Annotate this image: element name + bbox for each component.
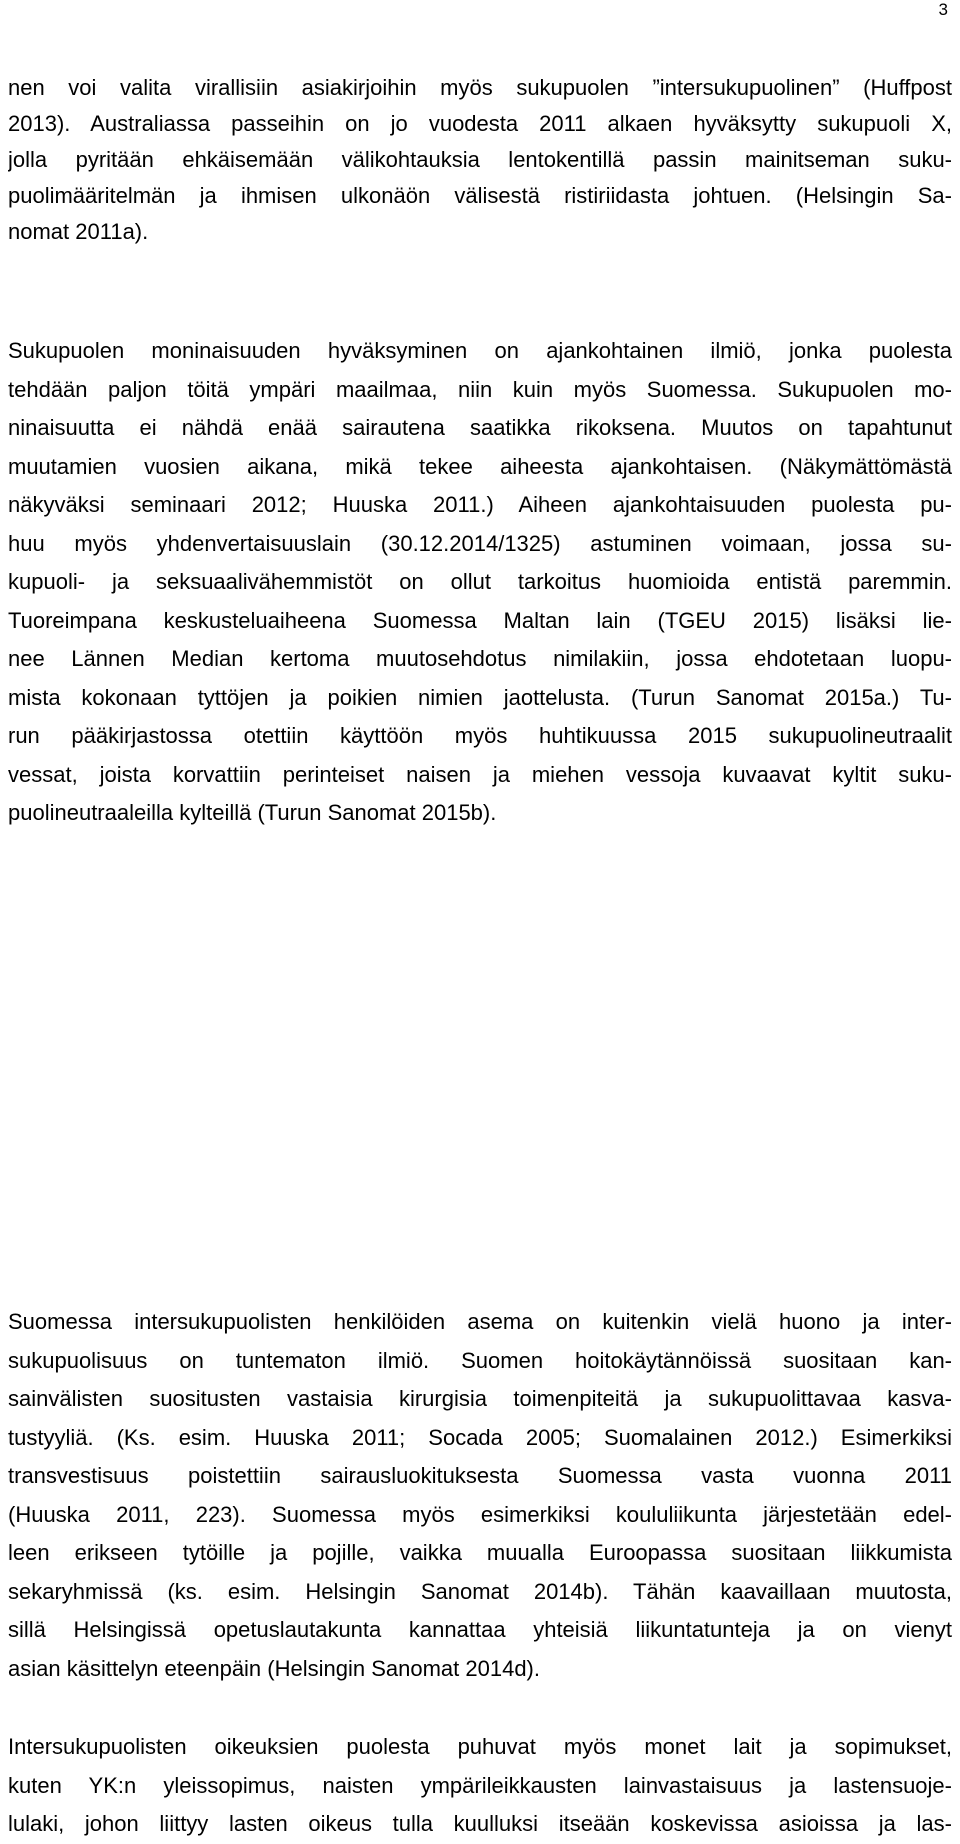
- text-line: näkyväksi seminaari 2012; Huuska 2011.) Aiheen ajankohtaisuuden puolesta pu-: [8, 492, 952, 517]
- text-line: jolla pyritään ehkäisemään välikohtauksia lentokentillä passin mainitseman suku-: [8, 147, 952, 172]
- text-line: sekaryhmissä (ks. esim. Helsingin Sanomat 2014b). Tähän kaavaillaan muutosta,: [8, 1578, 952, 1604]
- text-line: (Huuska 2011, 223). Suomessa myös esimerkiksi koululiikunta järjestetään edel-: [8, 1501, 952, 1527]
- text-line: sainvälisten suositusten vastaisia kirurgisia toimenpiteitä ja sukupuolittavaa kasva-: [8, 1386, 952, 1411]
- text-line: Sukupuolen moninaisuuden hyväksyminen on ajankohtainen ilmiö, jonka puolesta: [8, 338, 952, 363]
- text-line: sillä Helsingissä opetuslautakunta kannattaa yhteisiä liikuntatunteja ja on vienyt: [8, 1617, 952, 1642]
- page-number: 3: [938, 0, 948, 19]
- text-line: Suomessa intersukupuolisten henkilöiden asema on kuitenkin vielä huono ja inter-: [8, 1309, 952, 1334]
- text-line: sukupuolisuus on tuntematon ilmiö. Suomen hoitokäytännöissä suositaan kan-: [8, 1347, 952, 1373]
- text-line: vessat, joista korvattiin perinteiset naisen ja miehen vessoja kuvaavat kyltit suku-: [8, 761, 952, 787]
- text-line: tehdään paljon töitä ympäri maailmaa, niin kuin myös Suomessa. Sukupuolen mo-: [8, 376, 952, 402]
- paragraph-1: [8, 70, 952, 250]
- text-line: lulaki, johon liittyy lasten oikeus tulla kuulluksi itseään koskevissa asioissa ja las-: [8, 1811, 952, 1836]
- text-line: kupuoli- ja seksuaalivähemmistöt on ollut tarkoitus huomioida entistä paremmin.: [8, 569, 952, 594]
- paragraph-3: [8, 1303, 952, 1688]
- text-line: run pääkirjastossa otettiin käyttöön myös huhtikuussa 2015 sukupuolineutraalit: [8, 723, 952, 748]
- text-line: Intersukupuolisten oikeuksien puolesta puhuvat myös monet lait ja sopimukset,: [8, 1734, 952, 1759]
- text-line: huu myös yhdenvertaisuuslain (30.12.2014/1325) astuminen voimaan, jossa su-: [8, 530, 952, 556]
- text-line: nen voi valita virallisiin asiakirjoihin myös sukupuolen ”intersukupuolinen” (Huffpost: [8, 75, 952, 100]
- text-line: puolimääritelmän ja ihmisen ulkonäön välisestä ristiriidasta johtuen. (Helsingin Sa-: [8, 183, 952, 208]
- text-line: asian käsittelyn eteenpäin (Helsingin Sanomat 2014d).: [8, 1655, 540, 1681]
- text-line: puolineutraaleilla kylteillä (Turun Sanomat 2015b).: [8, 800, 497, 825]
- text-line: kuten YK:n yleissopimus, naisten ympärileikkausten lainvastaisuus ja lastensuoje-: [8, 1772, 952, 1798]
- text-line: transvestisuus poistettiin sairausluokituksesta Suomessa vasta vuonna 2011: [8, 1463, 952, 1488]
- text-line: muutamien vuosien aikana, mikä tekee aiheesta ajankohtaisen. (Näkymättömästä: [8, 453, 952, 479]
- text-line: nee Lännen Median kertoma muutosehdotus nimilakiin, jossa ehdotetaan luopu-: [8, 646, 952, 671]
- text-line: 2013). Australiassa passeihin on jo vuodesta 2011 alkaen hyväksytty sukupuoli X,: [8, 111, 952, 136]
- text-line: leen erikseen tytöille ja pojille, vaikka muualla Euroopassa suositaan liikkumista: [8, 1540, 952, 1565]
- paragraph-2: [8, 332, 952, 833]
- paragraph-4: [8, 1728, 952, 1844]
- text-line: tustyyliä. (Ks. esim. Huuska 2011; Socada 2005; Suomalainen 2012.) Esimerkiksi: [8, 1424, 952, 1450]
- text-line: Tuoreimpana keskusteluaiheena Suomessa Maltan lain (TGEU 2015) lisäksi lie-: [8, 607, 952, 633]
- text-line: ninaisuutta ei nähdä enää sairautena saatikka rikoksena. Muutos on tapahtunut: [8, 415, 952, 440]
- text-line: nomat 2011a).: [8, 219, 149, 244]
- text-line: mista kokonaan tyttöjen ja poikien nimien jaottelusta. (Turun Sanomat 2015a.) Tu-: [8, 684, 952, 710]
